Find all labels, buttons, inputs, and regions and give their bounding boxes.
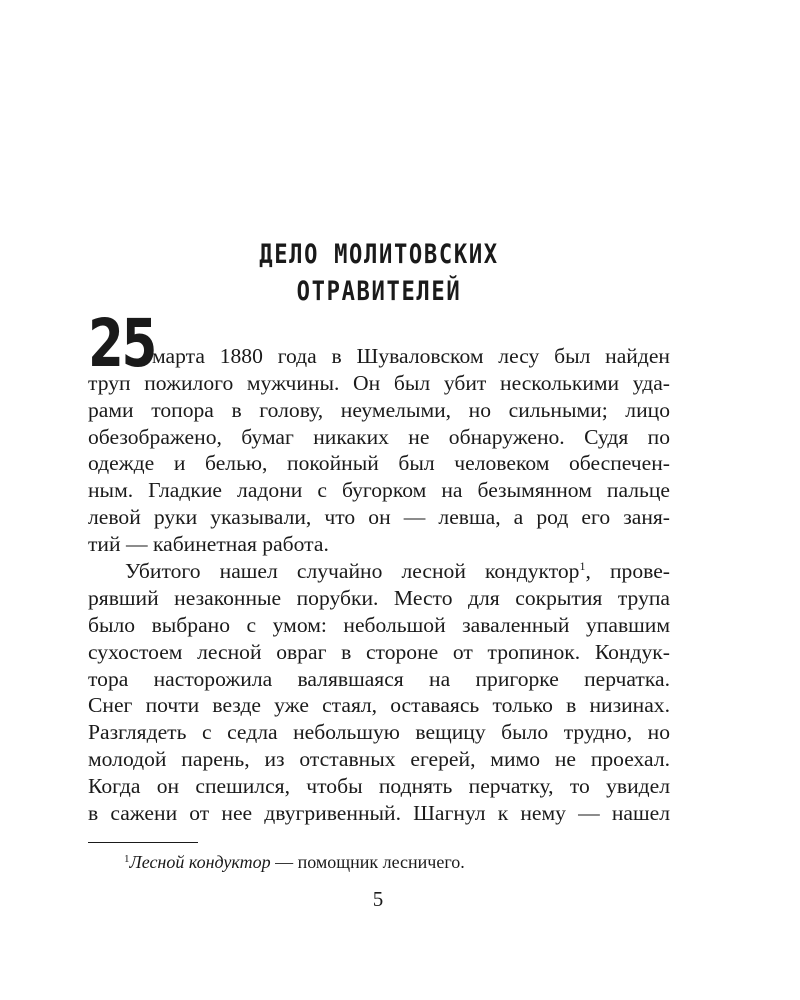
footnote-definition: — помощник лесничего. bbox=[270, 852, 465, 872]
text-line: обезображено, бумаг никаких не обнаружено. Судя по bbox=[88, 424, 670, 449]
text-line: сухостоем лесной овраг в стороне от тропинок. Кондук- bbox=[88, 639, 670, 664]
text-line: Разглядеть с седла небольшую вещицу было трудно, но bbox=[88, 720, 670, 745]
chapter-title bbox=[140, 236, 617, 310]
paragraph-1-first-line: марта 1880 года в Шуваловском лесу был найден bbox=[152, 343, 670, 368]
chapter-title-line-2: ОТРАВИТЕЛЕЙ bbox=[296, 276, 462, 307]
chapter-title-line-1: ДЕЛО МОЛИТОВСКИХ bbox=[259, 239, 499, 270]
text-line: молодой парень, из отставных егерей, мимо не проехал. bbox=[88, 747, 670, 772]
paragraph-2-first-line bbox=[88, 558, 670, 585]
paragraph-2-text: Убитого нашел случайно лесной кондуктор bbox=[125, 559, 580, 584]
text-line: Снег почти везде уже стаял, оставаясь только в низинах. bbox=[88, 693, 670, 718]
drop-cap: 25 bbox=[88, 305, 155, 382]
body-text bbox=[88, 305, 670, 827]
footnote-number: 1 bbox=[124, 853, 130, 865]
footnote-term: Лесной кондуктор bbox=[129, 852, 271, 872]
text-line: труп пожилого мужчины. Он был убит несколькими уда- bbox=[88, 370, 670, 395]
page-number-container bbox=[0, 886, 800, 912]
footnote-reference[interactable]: 1 bbox=[579, 559, 586, 574]
text-line: ным. Гладкие ладони с бугорком на безымянном пальце bbox=[88, 478, 670, 503]
page-number: 5 bbox=[372, 887, 384, 911]
footnote-divider bbox=[88, 842, 198, 843]
paragraph-1-opening bbox=[88, 305, 670, 382]
text-line: Когда он спешился, чтобы поднять перчатку, то увидел bbox=[88, 774, 670, 799]
text-line: одежде и белью, покойный был человеком обеспечен- bbox=[88, 451, 670, 476]
footnote bbox=[124, 850, 465, 874]
paragraph-2-text-continued: , прове- bbox=[585, 559, 670, 584]
text-line: рявший незаконные порубки. Место для сокрытия трупа bbox=[88, 585, 670, 610]
text-line: тий — кабинетная работа. bbox=[88, 532, 329, 557]
text-line: было выбрано с умом: небольшой заваленный упавшим bbox=[88, 612, 670, 637]
text-line: рами топора в голову, неумелыми, но сильными; лицо bbox=[88, 397, 670, 422]
text-line: левой руки указывали, что он — левша, а род его заня- bbox=[88, 505, 670, 530]
text-line: в сажени от нее двугривенный. Шагнул к нему — нашел bbox=[88, 801, 670, 826]
text-line: тора насторожила валявшаяся на пригорке перчатка. bbox=[88, 666, 670, 691]
